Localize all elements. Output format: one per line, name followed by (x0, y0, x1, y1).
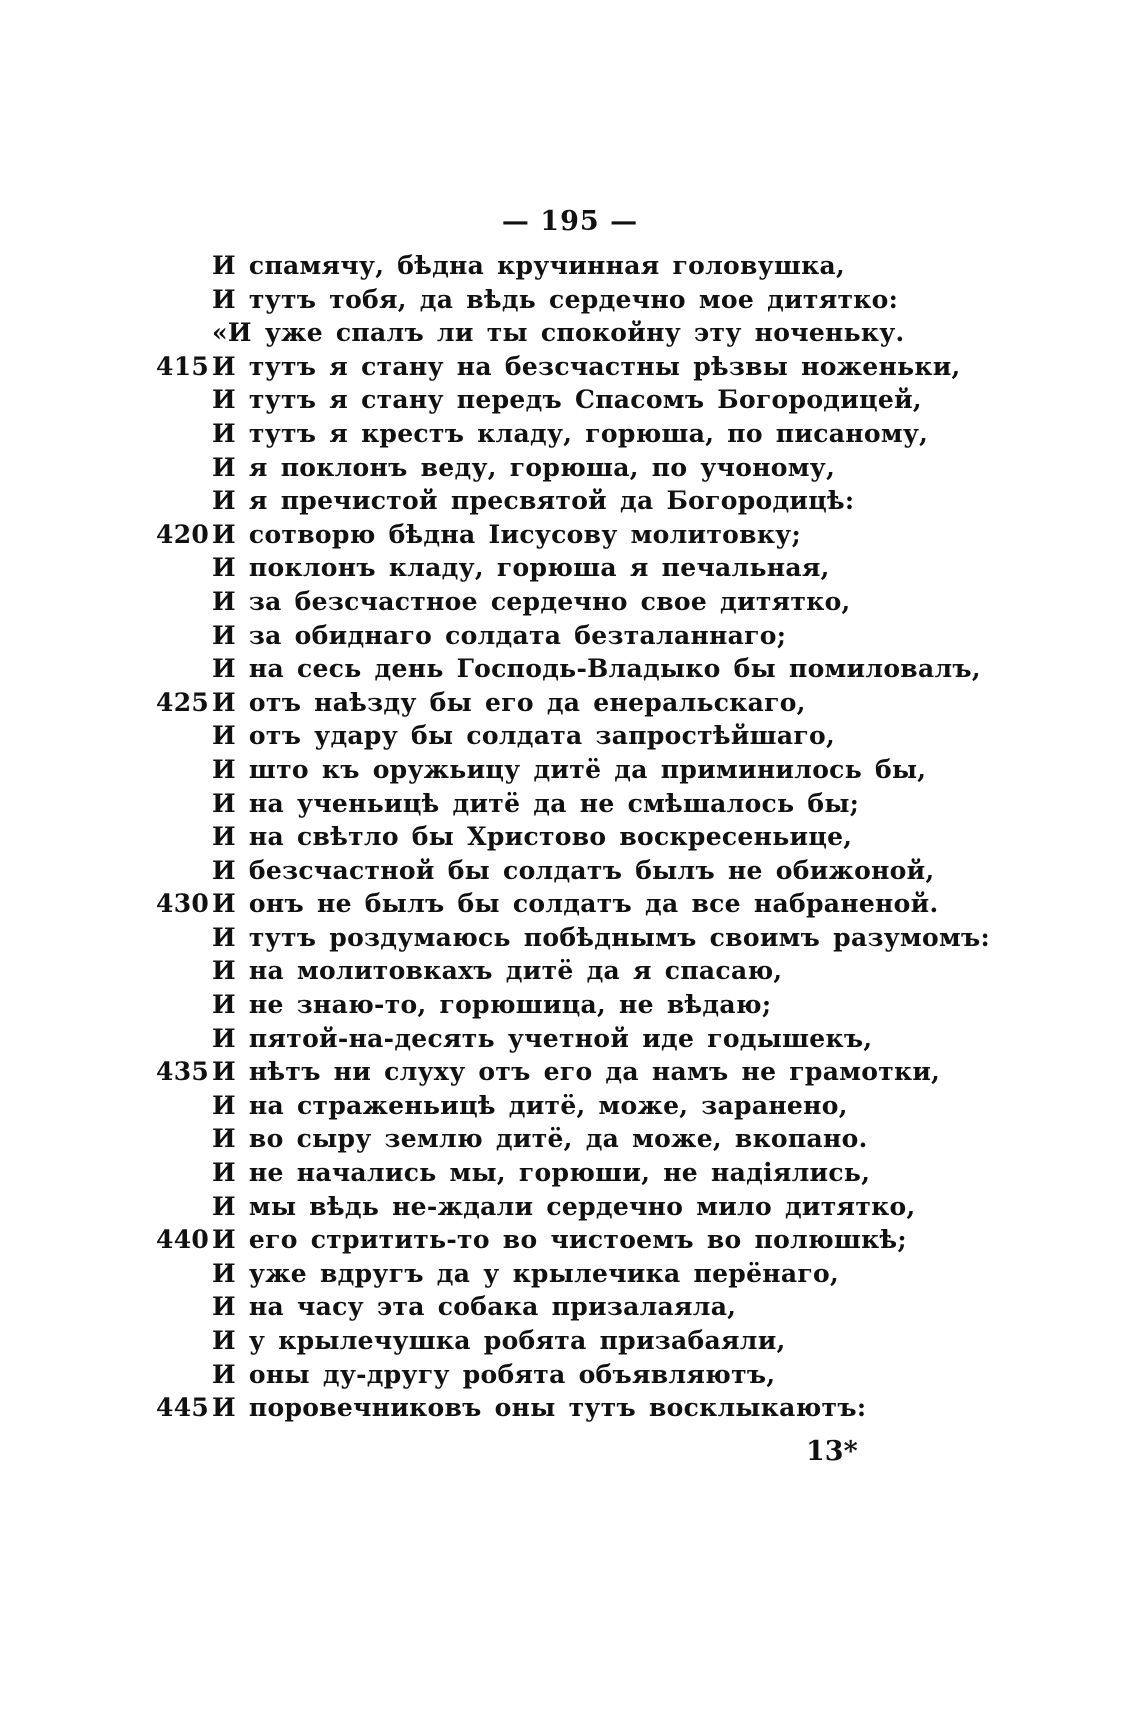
line-text: И я поклонъ веду, горюша, по учоному, (212, 452, 836, 482)
line-text: И сотворю бѣдна Іисусову молитовку; (212, 519, 802, 549)
line-number: 420 (156, 519, 210, 549)
line-text: И уже вдругъ да у крылечика перёнаго, (212, 1258, 839, 1288)
poem-line (0, 1257, 1140, 1291)
line-text: И на сесь день Господь-Владыко бы помиловалъ, (212, 654, 981, 684)
line-number: 435 (156, 1057, 210, 1087)
poem-line (0, 954, 1140, 988)
poem-line (0, 283, 1140, 317)
line-text: И не начались мы, горюши, не надіялись, (212, 1158, 871, 1188)
poem-line (0, 1290, 1140, 1324)
line-text: И отъ наѣзду бы его да енеральскаго, (212, 687, 806, 717)
line-text: И тутъ тобя, да вѣдь сердечно мое дитятко: (212, 284, 899, 314)
line-number: 425 (156, 687, 210, 717)
line-number: 445 (156, 1393, 210, 1423)
poem-line (0, 1324, 1140, 1358)
line-text: И на молитовкахъ дитё да я спасаю, (212, 956, 783, 986)
poem-line (0, 1391, 1140, 1425)
poem-line (0, 1089, 1140, 1123)
line-text: «И уже спалъ ли ты спокойну эту ноченьку. (212, 318, 905, 348)
line-text: И за безсчастное сердечно свое дитятко, (212, 586, 851, 616)
line-text: И на страженьицѣ дитё, може, заранено, (212, 1090, 848, 1120)
poem-line (0, 921, 1140, 955)
poem-line (0, 652, 1140, 686)
poem-line (0, 1190, 1140, 1224)
poem-line (0, 484, 1140, 518)
line-text: И на ученьицѣ дитё да не смѣшалось бы; (212, 788, 860, 818)
line-text: И онъ не былъ бы солдатъ да все набраненой. (212, 889, 939, 919)
line-text: И на часу эта собака призалаяла, (212, 1292, 737, 1322)
poem-text (0, 249, 1140, 1425)
poem-line (0, 887, 1140, 921)
poem-line (0, 249, 1140, 283)
line-text: И за обиднаго солдата безталаннаго; (212, 620, 787, 650)
line-text: И у крылечушка робята призабаяли, (212, 1326, 786, 1355)
poem-line (0, 316, 1140, 350)
line-number: 440 (156, 1225, 210, 1255)
line-number: 430 (156, 889, 210, 919)
line-text: И оны ду-другу робята объявляютъ, (212, 1359, 776, 1389)
line-text: И его стритить-то во чистоемъ во полюшкѣ; (212, 1225, 907, 1255)
line-text: И безсчастной бы солдатъ былъ не обижоной, (212, 855, 935, 885)
line-text: И тутъ я крестъ кладу, горюша, по писаному, (212, 418, 929, 448)
line-text: И поровечниковъ оны тутъ восклыкаютъ: (212, 1393, 867, 1423)
poem-line (0, 820, 1140, 854)
poem-line (0, 1055, 1140, 1089)
poem-line (0, 585, 1140, 619)
line-text: И поклонъ кладу, горюша я печальная, (212, 553, 830, 583)
poem-line (0, 551, 1140, 585)
poem-line (0, 1022, 1140, 1056)
line-text: И на свѣтло бы Христово воскресеньице, (212, 822, 853, 852)
line-text: И я пречистой пресвятой да Богородицѣ: (212, 486, 855, 516)
line-text: И мы вѣдь не-ждали сердечно мило дитятко, (212, 1191, 916, 1221)
poem-line (0, 686, 1140, 720)
line-text: И тутъ я стану передъ Спасомъ Богородицей, (212, 385, 922, 415)
line-text: И тутъ роздумаюсь побѣднымъ своимъ разумомъ: (212, 922, 991, 952)
poem-line (0, 988, 1140, 1022)
poem-line (0, 1122, 1140, 1156)
line-text: И тутъ я стану на безсчастны рѣзвы ноженьки, (212, 351, 961, 381)
poem-line (0, 619, 1140, 653)
line-text: И спамячу, бѣдна кручинная головушка, (212, 251, 845, 280)
line-text: И во сыру землю дитё, да може, вкопано. (212, 1124, 868, 1154)
signature-mark: 13* (806, 1436, 858, 1467)
line-text: И пятой-на-десять учетной иде годышекъ, (212, 1023, 873, 1053)
poem-line (0, 787, 1140, 821)
page-number-header: — 195 — (501, 206, 639, 237)
poem-line (0, 383, 1140, 417)
poem-line (0, 854, 1140, 888)
line-text: И нѣтъ ни слуху отъ его да намъ не грамотки, (212, 1057, 941, 1087)
line-text: И не знаю-то, горюшица, не вѣдаю; (212, 990, 772, 1020)
line-text: И што къ оружьицу дитё да приминилось бы, (212, 754, 927, 784)
poem-line (0, 451, 1140, 485)
poem-line (0, 1156, 1140, 1190)
poem-line (0, 350, 1140, 384)
poem-line (0, 417, 1140, 451)
poem-line (0, 1223, 1140, 1257)
poem-line (0, 1358, 1140, 1392)
poem-line (0, 719, 1140, 753)
line-text: И отъ удару бы солдата запростѣйшаго, (212, 721, 835, 751)
line-number: 415 (156, 351, 210, 381)
poem-line (0, 753, 1140, 787)
poem-line (0, 518, 1140, 552)
